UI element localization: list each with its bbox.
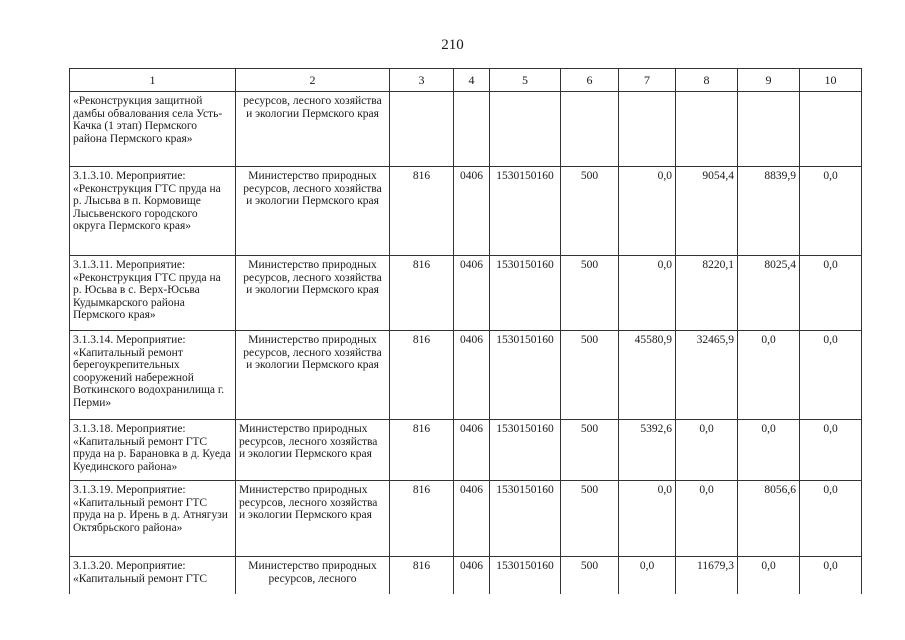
administrator-cell: Министерство природных ресурсов, лесного xyxy=(236,557,390,594)
activity-name-cell: 3.1.3.18. Мероприятие: «Капитальный ремонт ГТС пруда на р. Барановка в д. Куеда Куединского района» xyxy=(70,420,236,481)
amount-cell: 8056,6 xyxy=(738,481,800,557)
column-header: 6 xyxy=(561,69,619,92)
amount-cell xyxy=(738,92,800,167)
administrator-cell: Министерство природных ресурсов, лесного хозяйства и экологии Пермского края xyxy=(236,256,390,331)
administrator-cell: Министерство природных ресурсов, лесного хозяйства и экологии Пермского края xyxy=(236,331,390,420)
section-cell: 0406 xyxy=(454,557,490,594)
expense-type-cell: 500 xyxy=(561,256,619,331)
target-article-cell: 1530150160 xyxy=(490,557,561,594)
expense-type-cell: 500 xyxy=(561,331,619,420)
code-cell: 816 xyxy=(390,481,454,557)
amount-cell: 0,0 xyxy=(619,167,676,256)
amount-cell: 32465,9 xyxy=(676,331,738,420)
target-article-cell: 1530150160 xyxy=(490,420,561,481)
amount-cell: 45580,9 xyxy=(619,331,676,420)
amount-cell: 9054,4 xyxy=(676,167,738,256)
administrator-cell: Министерство природных ресурсов, лесного хозяйства и экологии Пермского края xyxy=(236,481,390,557)
amount-cell: 5392,6 xyxy=(619,420,676,481)
code-cell: 816 xyxy=(390,420,454,481)
amount-cell xyxy=(800,92,862,167)
amount-cell: 0,0 xyxy=(676,481,738,557)
column-header: 7 xyxy=(619,69,676,92)
amount-cell: 0,0 xyxy=(800,256,862,331)
expense-type-cell: 500 xyxy=(561,481,619,557)
amount-cell: 0,0 xyxy=(619,557,676,594)
column-header: 10 xyxy=(800,69,862,92)
amount-cell: 0,0 xyxy=(738,420,800,481)
amount-cell: 8839,9 xyxy=(738,167,800,256)
column-header: 9 xyxy=(738,69,800,92)
expense-type-cell: 500 xyxy=(561,420,619,481)
budget-table xyxy=(69,68,862,594)
amount-cell: 0,0 xyxy=(738,557,800,594)
activity-name-cell: 3.1.3.19. Мероприятие: «Капитальный ремонт ГТС пруда на р. Ирень в д. Атнягузи Октябрьского района» xyxy=(70,481,236,557)
column-header: 8 xyxy=(676,69,738,92)
code-cell xyxy=(390,92,454,167)
section-cell: 0406 xyxy=(454,331,490,420)
table-row xyxy=(70,92,862,167)
amount-cell: 0,0 xyxy=(619,256,676,331)
table-header-row xyxy=(70,69,862,92)
amount-cell: 0,0 xyxy=(676,420,738,481)
amount-cell: 8220,1 xyxy=(676,256,738,331)
administrator-cell: Министерство природных ресурсов, лесного хозяйства и экологии Пермского края xyxy=(236,167,390,256)
target-article-cell: 1530150160 xyxy=(490,481,561,557)
target-article-cell xyxy=(490,92,561,167)
table-row xyxy=(70,167,862,256)
amount-cell: 0,0 xyxy=(800,481,862,557)
amount-cell xyxy=(619,92,676,167)
amount-cell: 0,0 xyxy=(800,167,862,256)
section-cell xyxy=(454,92,490,167)
code-cell: 816 xyxy=(390,557,454,594)
amount-cell: 0,0 xyxy=(800,557,862,594)
expense-type-cell: 500 xyxy=(561,557,619,594)
section-cell: 0406 xyxy=(454,420,490,481)
activity-name-cell: 3.1.3.11. Мероприятие: «Реконструкция ГТС пруда на р. Юсьва в с. Верх-Юсьва Кудымкарского района Пермского края» xyxy=(70,256,236,331)
amount-cell: 8025,4 xyxy=(738,256,800,331)
amount-cell: 0,0 xyxy=(800,420,862,481)
expense-type-cell xyxy=(561,92,619,167)
target-article-cell: 1530150160 xyxy=(490,256,561,331)
column-header: 3 xyxy=(390,69,454,92)
target-article-cell: 1530150160 xyxy=(490,331,561,420)
code-cell: 816 xyxy=(390,331,454,420)
section-cell: 0406 xyxy=(454,481,490,557)
section-cell: 0406 xyxy=(454,256,490,331)
activity-name-cell: 3.1.3.20. Мероприятие: «Капитальный ремонт ГТС xyxy=(70,557,236,594)
table-row xyxy=(70,256,862,331)
code-cell: 816 xyxy=(390,256,454,331)
activity-name-cell: «Реконструкция защитной дамбы обвалования села Усть-Качка (1 этап) Пермского района Пермского края» xyxy=(70,92,236,167)
column-header: 5 xyxy=(490,69,561,92)
table-row xyxy=(70,557,862,594)
column-header: 4 xyxy=(454,69,490,92)
code-cell: 816 xyxy=(390,167,454,256)
page-number: 210 xyxy=(441,37,464,53)
target-article-cell: 1530150160 xyxy=(490,167,561,256)
amount-cell: 0,0 xyxy=(619,481,676,557)
column-header: 1 xyxy=(70,69,236,92)
section-cell: 0406 xyxy=(454,167,490,256)
amount-cell: 0,0 xyxy=(800,331,862,420)
table-row xyxy=(70,481,862,557)
column-header: 2 xyxy=(236,69,390,92)
amount-cell xyxy=(676,92,738,167)
activity-name-cell: 3.1.3.14. Мероприятие: «Капитальный ремонт берегоукрепительных сооружений набережной Воткинского водохранилища г. Перми» xyxy=(70,331,236,420)
administrator-cell: ресурсов, лесного хозяйства и экологии Пермского края xyxy=(236,92,390,167)
administrator-cell: Министерство природных ресурсов, лесного хозяйства и экологии Пермского края xyxy=(236,420,390,481)
table-row xyxy=(70,420,862,481)
expense-type-cell: 500 xyxy=(561,167,619,256)
amount-cell: 11679,3 xyxy=(676,557,738,594)
amount-cell: 0,0 xyxy=(738,331,800,420)
table-row xyxy=(70,331,862,420)
activity-name-cell: 3.1.3.10. Мероприятие: «Реконструкция ГТС пруда на р. Лысьва в п. Кормовище Лысьвенского городского округа Пермского края» xyxy=(70,167,236,256)
